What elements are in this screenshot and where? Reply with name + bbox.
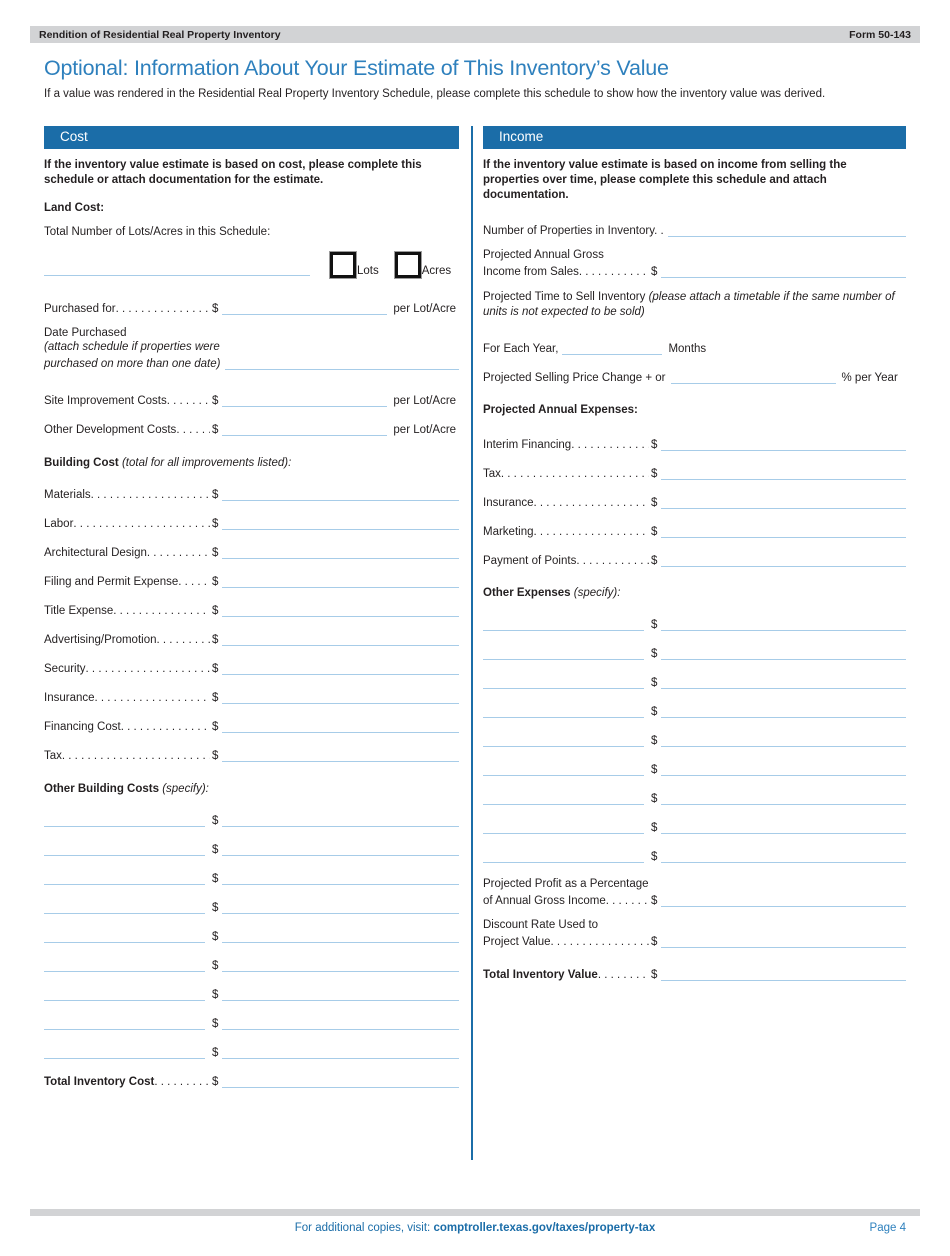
site-improvement-row	[44, 392, 459, 407]
dollar-sign: $	[212, 663, 219, 676]
expense-row	[483, 465, 906, 480]
dollar-sign: $	[212, 692, 219, 705]
dollar-sign: $	[651, 734, 658, 747]
amount-line[interactable]	[222, 546, 459, 559]
total-lots-line[interactable]	[44, 263, 310, 276]
building-cost-item-label: Labor	[44, 518, 74, 531]
profit-block	[483, 878, 906, 907]
specify-label-line[interactable]	[483, 850, 644, 863]
gross-income-label-1: Projected Annual Gross	[483, 248, 604, 261]
amount-line[interactable]	[222, 604, 459, 617]
months-label: Months	[668, 342, 707, 355]
amount-line[interactable]	[661, 647, 906, 660]
dollar-sign: $	[651, 496, 658, 509]
total-inventory-value-label: Total Inventory Value	[483, 968, 598, 981]
income-section-header: Income	[483, 126, 906, 149]
num-properties-line[interactable]	[668, 224, 906, 237]
other-expense-blank-row	[483, 674, 906, 689]
expense-row	[483, 494, 906, 509]
dollar-sign: $	[651, 438, 658, 451]
specify-label-line[interactable]	[44, 843, 205, 856]
other-cost-blank-row	[44, 986, 459, 1001]
price-change-line[interactable]	[671, 371, 836, 384]
other-expenses-heading: Other Expenses (specify):	[483, 586, 621, 599]
building-cost-row	[44, 602, 459, 617]
discount-label-2: Project Value	[483, 935, 551, 948]
specify-label-line[interactable]	[483, 647, 644, 660]
amount-line[interactable]	[661, 734, 906, 747]
land-cost-heading: Land Cost:	[44, 202, 105, 215]
specify-label-line[interactable]	[483, 618, 644, 631]
amount-line[interactable]	[661, 763, 906, 776]
each-year-row	[483, 340, 906, 355]
amount-line[interactable]	[661, 676, 906, 689]
expense-label: Payment of Points	[483, 554, 577, 567]
amount-line[interactable]	[661, 496, 906, 509]
dollar-sign: $	[651, 850, 658, 863]
specify-label-line[interactable]	[44, 988, 205, 1001]
date-purchased-note-2: purchased on more than one date)	[44, 358, 221, 371]
dot-leader	[113, 605, 210, 617]
other-building-costs-note: (specify):	[162, 783, 209, 796]
annual-expenses-heading: Projected Annual Expenses:	[483, 403, 638, 416]
other-expense-blank-row	[483, 616, 906, 631]
acres-checkbox[interactable]	[395, 252, 421, 278]
lots-checkbox[interactable]	[330, 252, 356, 278]
dollar-sign: $	[651, 792, 658, 805]
income-instructions: If the inventory value estimate is based on income from selling the properties over time, please complete this schedule and attach documentation.	[483, 159, 847, 202]
specify-label-line[interactable]	[44, 901, 205, 914]
gross-income-label-2: Income from Sales	[483, 265, 579, 278]
dot-leader	[147, 547, 210, 559]
column-divider	[471, 126, 473, 1160]
building-cost-row	[44, 747, 459, 762]
gross-income-block	[483, 249, 906, 278]
building-cost-item-label: Insurance	[44, 692, 95, 705]
dollar-sign: $	[212, 960, 219, 973]
building-cost-note: (total for all improvements listed):	[121, 457, 292, 470]
building-cost-row	[44, 660, 459, 675]
dot-leader	[178, 576, 210, 588]
amount-line[interactable]	[222, 1017, 459, 1030]
dollar-sign: $	[651, 894, 658, 907]
dollar-sign: $	[651, 647, 658, 660]
date-purchased-note-1: (attach schedule if properties were	[44, 341, 220, 354]
total-inventory-cost-row	[44, 1073, 459, 1088]
amount-line[interactable]	[222, 662, 459, 675]
amount-line[interactable]	[661, 554, 906, 567]
other-cost-blank-row	[44, 899, 459, 914]
num-properties-row	[483, 222, 906, 237]
form-number: Form 50-143	[849, 28, 911, 41]
dot-leader	[62, 750, 210, 762]
other-cost-blank-row	[44, 841, 459, 856]
per-lot-acre-label: per Lot/Acre	[393, 303, 457, 316]
other-expense-blank-row	[483, 790, 906, 805]
dollar-sign: $	[651, 821, 658, 834]
specify-label-line[interactable]	[483, 763, 644, 776]
purchased-for-row	[44, 300, 459, 315]
expense-row	[483, 523, 906, 538]
dollar-sign: $	[651, 265, 658, 278]
footer-copies-note: For additional copies, visit: comptroller.texas.gov/taxes/property-tax	[294, 1222, 656, 1234]
dollar-sign: $	[212, 873, 219, 886]
other-development-line[interactable]	[222, 423, 387, 436]
other-cost-blank-row	[44, 1044, 459, 1059]
dot-leader	[157, 634, 211, 646]
dot-leader	[154, 1076, 210, 1088]
date-purchased-line[interactable]	[225, 357, 459, 370]
building-cost-row	[44, 573, 459, 588]
building-cost-row	[44, 544, 459, 559]
cost-section	[44, 126, 459, 1160]
total-inventory-value-line[interactable]	[661, 968, 906, 981]
expense-label: Marketing	[483, 525, 534, 538]
dollar-sign: $	[212, 634, 219, 647]
specify-label-line[interactable]	[483, 792, 644, 805]
dollar-sign: $	[212, 1047, 219, 1060]
profit-label-1: Projected Profit as a Percentage	[483, 877, 649, 890]
dollar-sign: $	[212, 605, 219, 618]
other-cost-blank-row	[44, 870, 459, 885]
percent-per-year-label: % per Year	[841, 371, 898, 384]
time-to-sell-note: Projected Time to Sell Inventory (please attach a timetable if the same number of units is not expected to be sold)	[483, 290, 895, 318]
building-cost-item-label: Security	[44, 663, 86, 676]
specify-label-line[interactable]	[483, 734, 644, 747]
specify-label-line[interactable]	[483, 705, 644, 718]
lots-checkbox-label: Lots	[357, 265, 379, 278]
dot-leader	[73, 518, 210, 530]
dot-leader	[121, 721, 210, 733]
expense-row	[483, 552, 906, 567]
total-inventory-cost-line[interactable]	[222, 1075, 459, 1088]
page-intro: If a value was rendered in the Residential Real Property Inventory Schedule, please complete this schedule to show how the inventory value was derived.	[44, 88, 826, 100]
other-expense-blank-row	[483, 819, 906, 834]
dollar-sign: $	[212, 815, 219, 828]
dot-leader	[598, 969, 649, 981]
amount-line[interactable]	[661, 850, 906, 863]
specify-label-line[interactable]	[44, 1017, 205, 1030]
other-development-label: Other Development Costs	[44, 424, 177, 437]
amount-line[interactable]	[222, 930, 459, 943]
other-expenses-note: (specify):	[573, 586, 621, 599]
amount-line[interactable]	[661, 792, 906, 805]
date-purchased-row	[44, 355, 459, 370]
dollar-sign: $	[212, 1076, 219, 1089]
num-properties-label: Number of Properties in Inventory. .	[483, 224, 664, 237]
total-lots-label: Total Number of Lots/Acres in this Schedule:	[44, 226, 271, 239]
dot-leader	[176, 424, 210, 436]
amount-line[interactable]	[661, 705, 906, 718]
form-header-title: Rendition of Residential Real Property Inventory	[39, 28, 281, 41]
amount-line[interactable]	[222, 901, 459, 914]
dot-leader	[534, 497, 649, 509]
profit-row	[483, 892, 906, 907]
building-cost-item-label: Tax	[44, 750, 62, 763]
expense-row	[483, 436, 906, 451]
footer-page-number: Page 4	[869, 1222, 906, 1234]
schedules-container	[44, 126, 906, 1160]
site-improvement-label: Site Improvement Costs	[44, 395, 167, 408]
other-cost-blank-row	[44, 928, 459, 943]
amount-line[interactable]	[222, 575, 459, 588]
specify-label-line[interactable]	[44, 872, 205, 885]
each-year-line[interactable]	[562, 342, 662, 355]
dollar-sign: $	[651, 705, 658, 718]
dot-leader	[551, 936, 649, 948]
discount-label-1: Discount Rate Used to	[483, 918, 599, 931]
dollar-sign: $	[212, 489, 219, 502]
dot-leader	[86, 663, 210, 675]
dollar-sign: $	[651, 554, 658, 567]
profit-line[interactable]	[661, 894, 906, 907]
dot-leader	[116, 303, 210, 315]
dollar-sign: $	[212, 395, 219, 408]
gross-income-line[interactable]	[661, 265, 906, 278]
dollar-sign: $	[212, 721, 219, 734]
building-cost-row	[44, 689, 459, 704]
amount-line[interactable]	[661, 525, 906, 538]
other-cost-blank-row	[44, 957, 459, 972]
expense-label: Interim Financing	[483, 438, 572, 451]
price-change-label: Projected Selling Price Change + or	[483, 371, 666, 384]
footer-url-link[interactable]: comptroller.texas.gov/taxes/property-tax	[433, 1222, 656, 1234]
dollar-sign: $	[212, 750, 219, 763]
specify-label-line[interactable]	[44, 959, 205, 972]
amount-line[interactable]	[222, 959, 459, 972]
specify-label-line[interactable]	[44, 930, 205, 943]
dollar-sign: $	[651, 467, 658, 480]
dollar-sign: $	[651, 968, 658, 981]
other-expense-blank-row	[483, 761, 906, 776]
dot-leader	[534, 526, 650, 538]
amount-line[interactable]	[222, 633, 459, 646]
dollar-sign: $	[212, 303, 219, 316]
other-building-costs-heading: Other Building Costs (specify):	[44, 783, 209, 796]
dollar-sign: $	[651, 763, 658, 776]
site-improvement-line[interactable]	[222, 394, 387, 407]
expense-label: Insurance	[483, 496, 534, 509]
purchased-for-line[interactable]	[222, 302, 387, 315]
page-title: Optional: Information About Your Estimate of This Inventory’s Value	[44, 56, 669, 80]
building-cost-row	[44, 718, 459, 733]
dollar-sign: $	[212, 424, 219, 437]
expense-label: Tax	[483, 467, 501, 480]
other-expense-blank-row	[483, 703, 906, 718]
amount-line[interactable]	[661, 821, 906, 834]
time-to-sell-italic: (please attach a timetable if the same number of units is not expected to be sold)	[483, 290, 895, 318]
dot-leader	[606, 895, 649, 907]
amount-line[interactable]	[222, 691, 459, 704]
dollar-sign: $	[651, 618, 658, 631]
per-lot-acre-label: per Lot/Acre	[393, 395, 457, 408]
amount-line[interactable]	[661, 618, 906, 631]
other-expense-blank-row	[483, 732, 906, 747]
building-cost-item-label: Title Expense	[44, 605, 114, 618]
building-cost-item-label: Materials	[44, 489, 91, 502]
dollar-sign: $	[212, 547, 219, 560]
profit-label-2: of Annual Gross Income	[483, 894, 606, 907]
date-purchased-label: Date Purchased	[44, 327, 127, 340]
dollar-sign: $	[212, 844, 219, 857]
per-lot-acre-label: per Lot/Acre	[393, 424, 457, 437]
gross-income-row	[483, 263, 906, 278]
dollar-sign: $	[651, 935, 658, 948]
cost-instructions: If the inventory value estimate is based on cost, please complete this schedule or attach documentation for the estimate.	[44, 159, 422, 187]
building-cost-heading: Building Cost (total for all improvements listed):	[44, 457, 292, 470]
discount-block	[483, 919, 906, 948]
dot-leader	[167, 395, 210, 407]
dot-leader	[579, 266, 649, 278]
dollar-sign: $	[651, 525, 658, 538]
amount-line[interactable]	[222, 720, 459, 733]
date-purchased-block	[44, 327, 459, 370]
dot-leader	[571, 439, 649, 451]
amount-line[interactable]	[222, 1046, 459, 1059]
footer-divider-bar	[30, 1209, 920, 1216]
building-cost-row	[44, 631, 459, 646]
other-cost-blank-row	[44, 1015, 459, 1030]
specify-label-line[interactable]	[483, 676, 644, 689]
dollar-sign: $	[651, 676, 658, 689]
other-development-row	[44, 421, 459, 436]
amount-line[interactable]	[222, 988, 459, 1001]
form-header-bar	[30, 26, 920, 43]
specify-label-line[interactable]	[44, 814, 205, 827]
other-expense-blank-row	[483, 645, 906, 660]
income-section	[483, 126, 906, 1160]
building-cost-item-label: Filing and Permit Expense	[44, 576, 179, 589]
dollar-sign: $	[212, 931, 219, 944]
building-cost-item-label: Architectural Design	[44, 547, 147, 560]
amount-line[interactable]	[222, 814, 459, 827]
building-cost-row	[44, 515, 459, 530]
amount-line[interactable]	[661, 467, 906, 480]
specify-label-line[interactable]	[483, 821, 644, 834]
discount-line[interactable]	[661, 935, 906, 948]
dot-leader	[91, 489, 210, 501]
building-cost-item-label: Advertising/Promotion	[44, 634, 157, 647]
dot-leader	[95, 692, 210, 704]
building-cost-item-label: Financing Cost	[44, 721, 121, 734]
dot-leader	[501, 468, 649, 480]
amount-line[interactable]	[222, 843, 459, 856]
discount-row	[483, 933, 906, 948]
purchased-for-label: Purchased for	[44, 303, 116, 316]
dot-leader	[576, 555, 649, 567]
lots-acres-row	[44, 252, 459, 278]
other-expense-blank-row	[483, 848, 906, 863]
other-cost-blank-row	[44, 812, 459, 827]
amount-line[interactable]	[222, 749, 459, 762]
dollar-sign: $	[212, 989, 219, 1002]
building-cost-row	[44, 486, 459, 501]
dollar-sign: $	[212, 576, 219, 589]
amount-line[interactable]	[222, 517, 459, 530]
cost-section-header: Cost	[44, 126, 459, 149]
total-inventory-cost-label: Total Inventory Cost	[44, 1076, 155, 1089]
amount-line[interactable]	[222, 872, 459, 885]
acres-checkbox-label: Acres	[421, 265, 452, 278]
specify-label-line[interactable]	[44, 1046, 205, 1059]
dollar-sign: $	[212, 1018, 219, 1031]
total-inventory-value-row	[483, 966, 906, 981]
dollar-sign: $	[212, 902, 219, 915]
amount-line[interactable]	[661, 438, 906, 451]
each-year-label: For Each Year,	[483, 342, 559, 355]
price-change-row	[483, 369, 906, 384]
dollar-sign: $	[212, 518, 219, 531]
amount-line[interactable]	[222, 488, 459, 501]
